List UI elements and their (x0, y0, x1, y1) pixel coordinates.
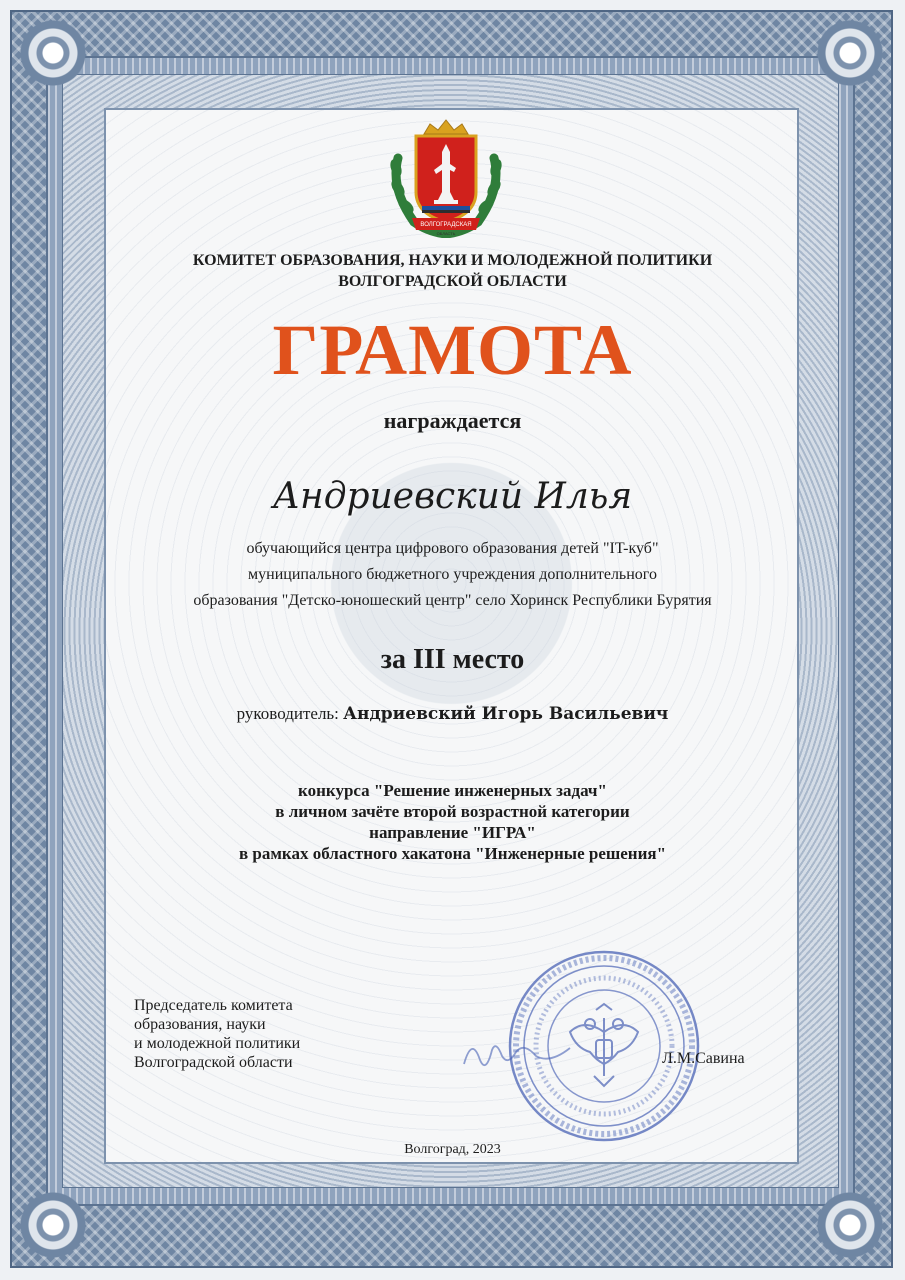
supervisor-label: руководитель: (236, 704, 344, 723)
contest-line-4: в рамках областного хакатона "Инженерные решения" (238, 844, 667, 863)
committee-line-1: КОМИТЕТ ОБРАЗОВАНИЯ, НАУКИ И МОЛОДЕЖНОЙ ПОЛИТИКИ (192, 252, 713, 269)
supervisor-name: Андриевский Игорь Васильевич (343, 704, 669, 724)
contest-description (0, 780, 905, 864)
volgograd-coat-of-arms-icon (384, 118, 508, 238)
award-place: за III место (380, 644, 525, 675)
certificate-title: ГРАМОТА (272, 310, 633, 390)
awarded-label: награждается (383, 408, 522, 433)
description-line-3: образования "Детско-юношеский центр" село Хоринск Республики Бурятия (193, 592, 712, 609)
handwritten-signature-icon (458, 1026, 578, 1076)
corner-ornament-top-left (18, 18, 88, 88)
signer-position-line-4: Волгоградской области (134, 1054, 293, 1071)
corner-ornament-bottom-left (18, 1190, 88, 1260)
description-line-2: муниципального бюджетного учреждения дополнительного (248, 566, 657, 583)
committee-line-2: ВОЛГОГРАДСКОЙ ОБЛАСТИ (338, 273, 567, 290)
recipient-name: Андриевский Илья (272, 476, 633, 517)
supervisor-line (0, 704, 905, 724)
signer-position (134, 996, 300, 1072)
emblem-banner-text: ВОЛГОГРАДСКАЯ (420, 222, 472, 228)
contest-line-2: в личном зачёте второй возрастной категории (275, 802, 630, 821)
signer-position-line-3: и молодежной политики (134, 1035, 301, 1052)
city-year: Волгоград, 2023 (404, 1142, 501, 1157)
corner-ornament-top-right (815, 18, 885, 88)
committee-heading (0, 250, 905, 292)
contest-line-3: направление "ИГРА" (369, 823, 536, 842)
signer-position-line-2: образования, науки (134, 1016, 266, 1033)
description-line-1: обучающийся центра цифрового образования детей "IT-куб" (246, 540, 659, 557)
contest-line-1: конкурса "Решение инженерных задач" (298, 781, 607, 800)
signer-name: Л.М.Савина (662, 1050, 745, 1067)
recipient-description (0, 536, 905, 614)
emblem-sub-text: ОБЛАСТЬ (436, 231, 456, 236)
signer-position-line-1: Председатель комитета (134, 997, 293, 1014)
corner-ornament-bottom-right (815, 1190, 885, 1260)
